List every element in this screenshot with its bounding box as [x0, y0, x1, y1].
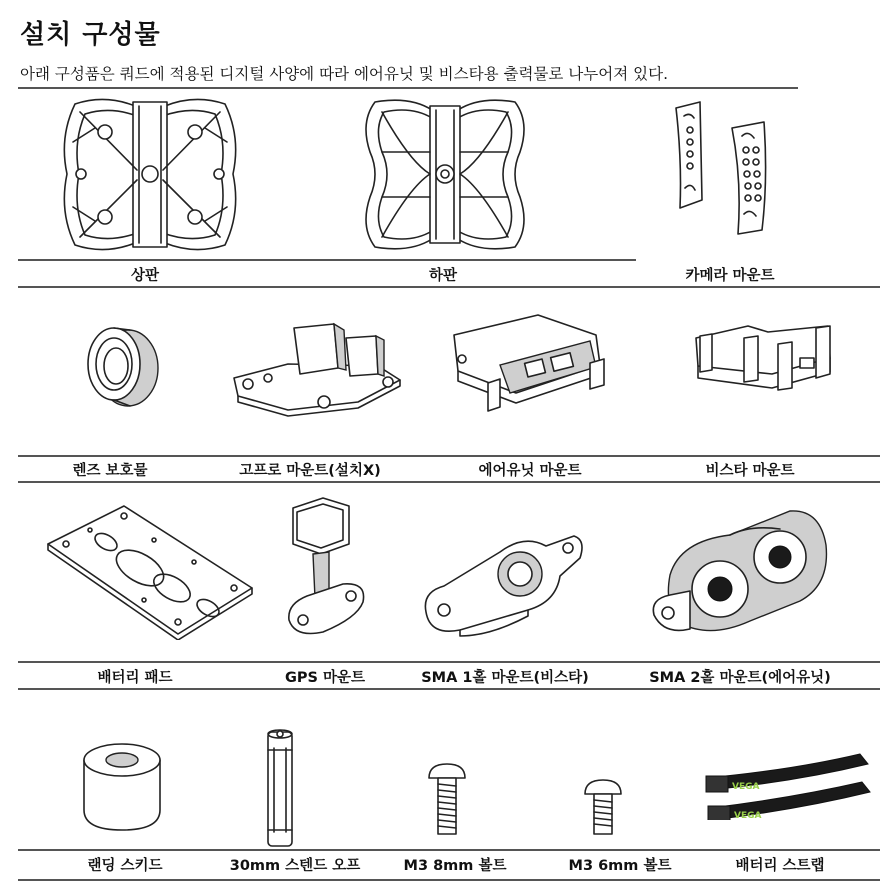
- strap-logo-bottom: VEGA: [734, 811, 762, 820]
- label-lens-protector: 렌즈 보호물: [72, 463, 148, 479]
- label-gopro-mount: 고프로 마운트(설치X): [239, 463, 381, 479]
- label-vista-mount: 비스타 마운트: [705, 463, 795, 479]
- row-3-divider: [18, 661, 880, 663]
- label-landing-skid: 랜딩 스키드: [87, 858, 163, 874]
- row-4-divider: [18, 849, 880, 851]
- label-m3-6mm-bolt: M3 6mm 볼트: [568, 858, 672, 874]
- sma1-mount-drawing: [420, 512, 585, 637]
- bolt-8mm-drawing: [427, 762, 467, 836]
- airunit-mount-drawing: [440, 305, 610, 420]
- label-standoff: 30mm 스텐드 오프: [229, 858, 361, 874]
- label-sma1-mount: SMA 1홀 마운트(비스타): [421, 670, 589, 686]
- camera-mount-drawing: [668, 100, 778, 235]
- header-divider: [18, 87, 798, 89]
- page-title: 설치 구성물: [20, 20, 161, 50]
- label-battery-strap: 배터리 스트랩: [735, 858, 825, 874]
- row-1-bottom-divider: [18, 286, 880, 288]
- row-3-bottom-divider: [18, 688, 880, 690]
- top-plate-drawing: [55, 92, 245, 257]
- gps-mount-drawing: [283, 492, 378, 642]
- strap-logo-top: VEGA: [732, 782, 760, 792]
- label-top-plate: 상판: [130, 268, 159, 284]
- row-2-bottom-divider: [18, 481, 880, 483]
- bottom-plate-drawing: [350, 92, 540, 257]
- battery-pad-drawing: [44, 500, 256, 640]
- row-1-divider: [18, 259, 636, 261]
- row-4-bottom-divider: [18, 879, 880, 881]
- page-subtitle: 아래 구성품은 쿼드에 적용된 디지털 사양에 따라 에어유닛 및 비스타용 출력물로 나누어져 있다.: [20, 65, 669, 83]
- label-airunit-mount: 에어유닛 마운트: [478, 463, 582, 479]
- landing-skid-drawing: [80, 740, 165, 835]
- standoff-drawing: [262, 728, 302, 850]
- row-2-divider: [18, 455, 880, 457]
- battery-strap-drawing: [702, 748, 874, 820]
- label-m3-8mm-bolt: M3 8mm 볼트: [403, 858, 507, 874]
- label-sma2-mount: SMA 2홀 마운트(에어유닛): [649, 670, 831, 686]
- label-bottom-plate: 하판: [428, 268, 457, 284]
- label-camera-mount: 카메라 마운트: [685, 268, 775, 284]
- gopro-mount-drawing: [228, 318, 408, 428]
- lens-protector-drawing: [78, 320, 163, 410]
- label-gps-mount: GPS 마운트: [284, 670, 366, 686]
- bolt-6mm-drawing: [583, 778, 623, 836]
- label-battery-pad: 배터리 패드: [97, 670, 173, 686]
- vista-mount-drawing: [688, 318, 838, 403]
- sma2-mount-drawing: [650, 505, 832, 645]
